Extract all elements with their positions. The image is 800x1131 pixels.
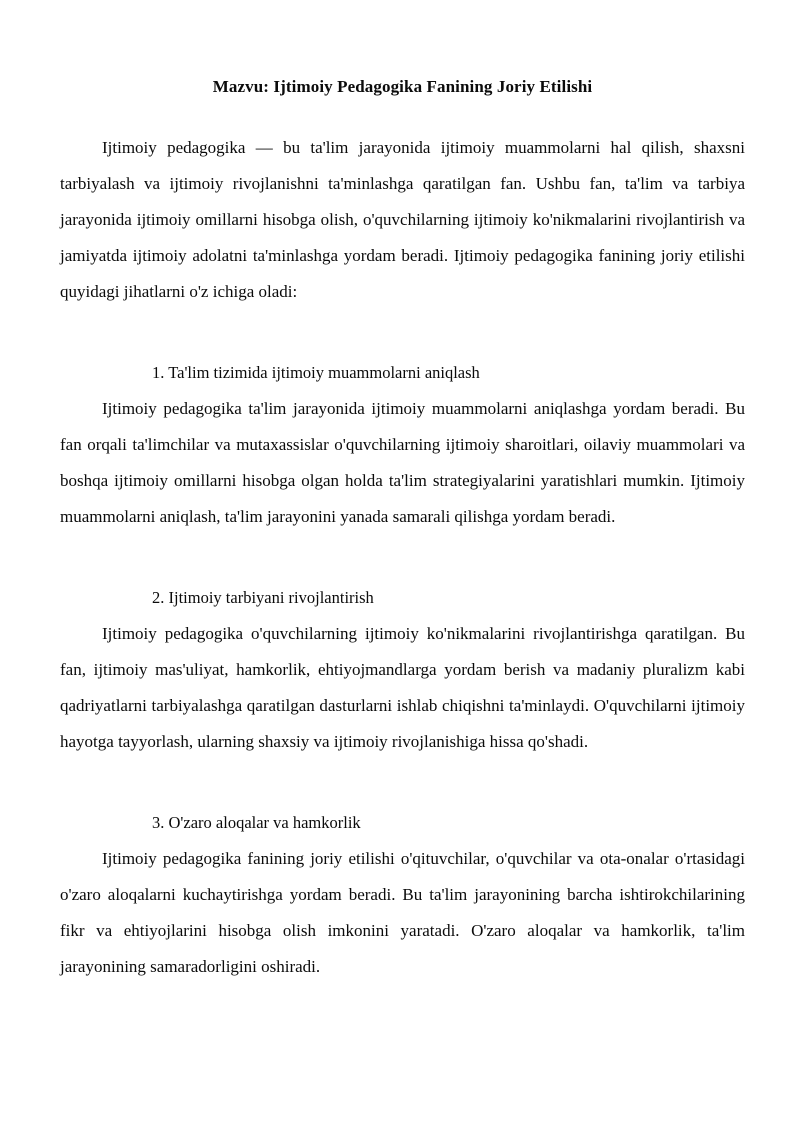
section-heading-3: 3. O'zaro aloqalar va hamkorlik bbox=[152, 812, 361, 832]
document-body bbox=[60, 0, 745, 985]
section-paragraph-3: Ijtimoiy pedagogika fanining joriy etilishi o'qituvchilar, o'quvchilar va ota-onalar o'rtasidagi o'zaro aloqalarni kuchaytirishga yordam beradi. Bu ta'lim jarayonining barcha ishtirokchilarining fikr va ehtiyojlarini hisobga olish imkonini yaratadi. O'zaro aloqalar va hamkorlik, ta'lim jarayonining samaradorligini oshiradi. bbox=[60, 848, 745, 976]
spacer bbox=[60, 535, 745, 580]
section-heading-1: 1. Ta'lim tizimida ijtimoiy muammolarni aniqlash bbox=[152, 362, 480, 382]
spacer bbox=[60, 760, 745, 805]
section-paragraph-1: Ijtimoiy pedagogika ta'lim jarayonida ijtimoiy muammolarni aniqlashga yordam beradi. Bu fan orqali ta'limchilar va mutaxassislar o'quvchilarning ijtimoiy sharoitlari, oilaviy muammolari va boshqa ijtimoiy omillarni hisobga olgan holda ta'lim strategiyalarini yaratishlari mumkin. Ijtimoiy muammolarni aniqlash, ta'lim jarayonini yanada samarali qilishga yordam beradi. bbox=[60, 398, 745, 526]
section-paragraph-2: Ijtimoiy pedagogika o'quvchilarning ijtimoiy ko'nikmalarini rivojlantirishga qaratilgan. Bu fan, ijtimoiy mas'uliyat, hamkorlik, ehtiyojmandlarga yordam berish va madaniy pluralizm kabi qadriyatlarni tarbiyalashga qaratilgan dasturlarni ishlab chiqishni ta'minlaydi. O'quvchilarni ijtimoiy hayotga tayyorlash, ularning shaxsiy va ijtimoiy rivojlanishiga hissa qo'shadi. bbox=[60, 623, 745, 751]
section-heading-2: 2. Ijtimoiy tarbiyani rivojlantirish bbox=[152, 587, 374, 607]
spacer bbox=[60, 310, 745, 355]
intro-paragraph: Ijtimoiy pedagogika — bu ta'lim jarayonida ijtimoiy muammolarni hal qilish, shaxsni tarbiyalash va ijtimoiy rivojlanishni ta'minlashga qaratilgan fan. Ushbu fan, ta'lim va tarbiya jarayonida ijtimoiy omillarni hisobga olish, o'quvchilarning ijtimoiy ko'nikmalarini rivojlantirish va jamiyatda ijtimoiy adolatni ta'minlashga yordam beradi. Ijtimoiy pedagogika fanining joriy etilishi quyidagi jihatlarni o'z ichiga oladi: bbox=[60, 137, 745, 301]
page-title: Mazvu: Ijtimoiy Pedagogika Fanining Joriy Etilishi bbox=[212, 77, 593, 96]
